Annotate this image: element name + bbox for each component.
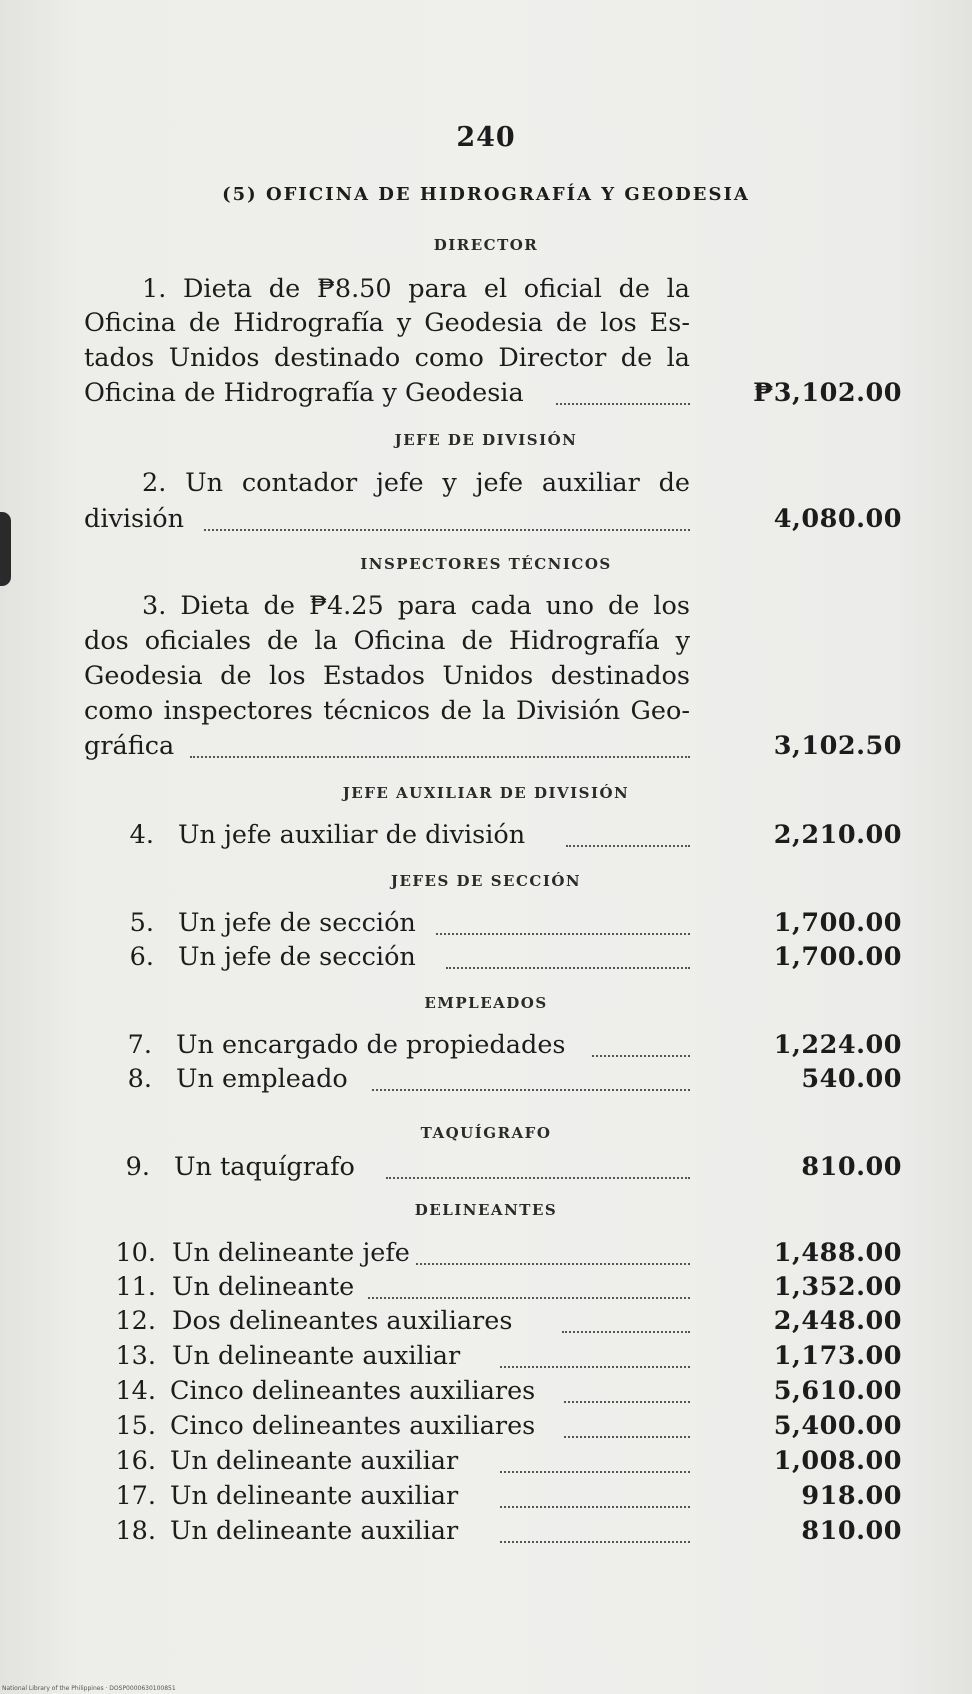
item-number: 14.	[115, 1376, 156, 1406]
item-description: Un jefe auxiliar de división	[178, 820, 526, 850]
section-heading-inspectores: INSPECTORES TÉCNICOS	[360, 555, 612, 573]
item-3-line-5: gráfica	[84, 731, 175, 761]
item-description: Un delineante auxiliar	[170, 1516, 459, 1546]
item-row	[0, 1514, 972, 1548]
office-title: (5) OFICINA DE HIDROGRAFÍA Y GEODESIA	[222, 184, 750, 205]
item-3-line-1: 3. Dieta de ₱4.25 para cada uno de los	[142, 591, 690, 621]
leader-dots	[372, 1087, 690, 1091]
leader-dots	[564, 1434, 690, 1438]
item-row	[0, 1028, 972, 1062]
item-number: 16.	[115, 1446, 156, 1476]
item-2-line-1: 2. Un contador jefe y jefe auxiliar de	[142, 468, 690, 498]
item-3-leader-dots	[190, 754, 690, 758]
item-2-line-2: división	[84, 504, 185, 534]
item-description: Un jefe de sección	[178, 908, 416, 938]
item-amount: 1,352.00	[773, 1272, 902, 1302]
item-row	[0, 1270, 972, 1304]
item-row	[0, 1304, 972, 1338]
section-heading-empleados: EMPLEADOS	[424, 994, 548, 1012]
item-row	[0, 1236, 972, 1270]
item-2-leader-dots	[204, 527, 690, 531]
item-number: 7.	[127, 1030, 152, 1060]
item-number: 11.	[115, 1272, 156, 1302]
item-number: 17.	[115, 1481, 156, 1511]
item-1-amount: ₱3,102.00	[753, 378, 902, 408]
binding-mark	[0, 512, 11, 586]
item-number: 18.	[115, 1516, 156, 1546]
section-heading-jefe-auxiliar: JEFE AUXILIAR DE DIVISIÓN	[342, 784, 630, 802]
item-amount: 1,488.00	[773, 1238, 902, 1268]
item-description: Cinco delineantes auxiliares	[170, 1411, 536, 1441]
item-3-line-2: dos oficiales de la Oficina de Hidrografía y	[84, 626, 690, 656]
item-amount: 1,224.00	[773, 1030, 902, 1060]
item-description: Cinco delineantes auxiliares	[170, 1376, 536, 1406]
item-row	[0, 940, 972, 974]
item-description: Un delineante	[172, 1272, 355, 1302]
item-1-line-4: Oficina de Hidrografía y Geodesia	[84, 378, 524, 408]
item-description: Un delineante auxiliar	[170, 1481, 459, 1511]
leader-dots	[416, 1261, 690, 1265]
item-2-amount: 4,080.00	[773, 504, 902, 534]
item-number: 8.	[127, 1064, 152, 1094]
leader-dots	[368, 1295, 690, 1299]
section-heading-jefes-seccion: JEFES DE SECCIÓN	[390, 872, 582, 890]
leader-dots	[562, 1329, 690, 1333]
item-3-line-4: como inspectores técnicos de la División Geo-	[84, 696, 690, 726]
leader-dots	[446, 965, 690, 969]
page-number: 240	[456, 122, 516, 153]
item-amount: 918.00	[801, 1481, 902, 1511]
item-amount: 1,700.00	[773, 908, 902, 938]
leader-dots	[564, 1399, 690, 1403]
section-heading-delineantes: DELINEANTES	[414, 1201, 558, 1219]
item-amount: 1,700.00	[773, 942, 902, 972]
item-amount: 2,210.00	[773, 820, 902, 850]
leader-dots	[386, 1175, 690, 1179]
item-amount: 5,400.00	[773, 1411, 902, 1441]
item-1-line-2: Oficina de Hidrografía y Geodesia de los Es-	[84, 308, 690, 338]
item-description: Un jefe de sección	[178, 942, 416, 972]
item-number: 13.	[115, 1341, 156, 1371]
leader-dots	[436, 931, 690, 935]
item-description: Un taquígrafo	[174, 1152, 355, 1182]
item-amount: 1,008.00	[773, 1446, 902, 1476]
item-row	[0, 1479, 972, 1513]
item-row	[0, 1339, 972, 1373]
item-number: 10.	[115, 1238, 156, 1268]
item-row	[0, 906, 972, 940]
item-amount: 810.00	[801, 1152, 902, 1182]
leader-dots	[500, 1364, 690, 1368]
leader-dots	[592, 1053, 690, 1057]
item-description: Dos delineantes auxiliares	[172, 1306, 513, 1336]
item-1-line-3: tados Unidos destinado como Director de la	[84, 343, 690, 373]
leader-dots	[566, 843, 690, 847]
item-description: Un delineante auxiliar	[172, 1341, 461, 1371]
item-description: Un encargado de propiedades	[176, 1030, 566, 1060]
leader-dots	[500, 1504, 690, 1508]
item-amount: 1,173.00	[773, 1341, 902, 1371]
section-heading-taquigrafo: TAQUÍGRAFO	[420, 1124, 552, 1142]
section-heading-director: DIRECTOR	[433, 236, 539, 254]
item-number: 9.	[125, 1152, 150, 1182]
leader-dots	[500, 1539, 690, 1543]
item-row	[0, 1409, 972, 1443]
item-row	[0, 1150, 972, 1184]
item-amount: 5,610.00	[773, 1376, 902, 1406]
item-amount: 540.00	[801, 1064, 902, 1094]
item-3-line-3: Geodesia de los Estados Unidos destinados	[84, 661, 690, 691]
item-amount: 810.00	[801, 1516, 902, 1546]
item-description: Un delineante auxiliar	[170, 1446, 459, 1476]
item-1-line-1: 1. Dieta de ₱8.50 para el oficial de la	[142, 274, 690, 304]
item-row	[0, 1444, 972, 1478]
item-number: 4.	[129, 820, 154, 850]
item-number: 15.	[115, 1411, 156, 1441]
item-amount: 2,448.00	[773, 1306, 902, 1336]
section-heading-jefe-division: JEFE DE DIVISIÓN	[394, 431, 578, 449]
item-3-amount: 3,102.50	[773, 731, 902, 761]
scan-footer: National Library of the Philippines · DOSP0000630100851	[2, 1685, 176, 1692]
item-1-leader-dots	[556, 401, 690, 405]
item-number: 12.	[115, 1306, 156, 1336]
item-number: 5.	[129, 908, 154, 938]
item-row	[0, 818, 972, 852]
item-row	[0, 1062, 972, 1096]
item-description: Un empleado	[176, 1064, 348, 1094]
item-row	[0, 1374, 972, 1408]
item-number: 6.	[129, 942, 154, 972]
item-description: Un delineante jefe	[172, 1238, 410, 1268]
leader-dots	[500, 1469, 690, 1473]
